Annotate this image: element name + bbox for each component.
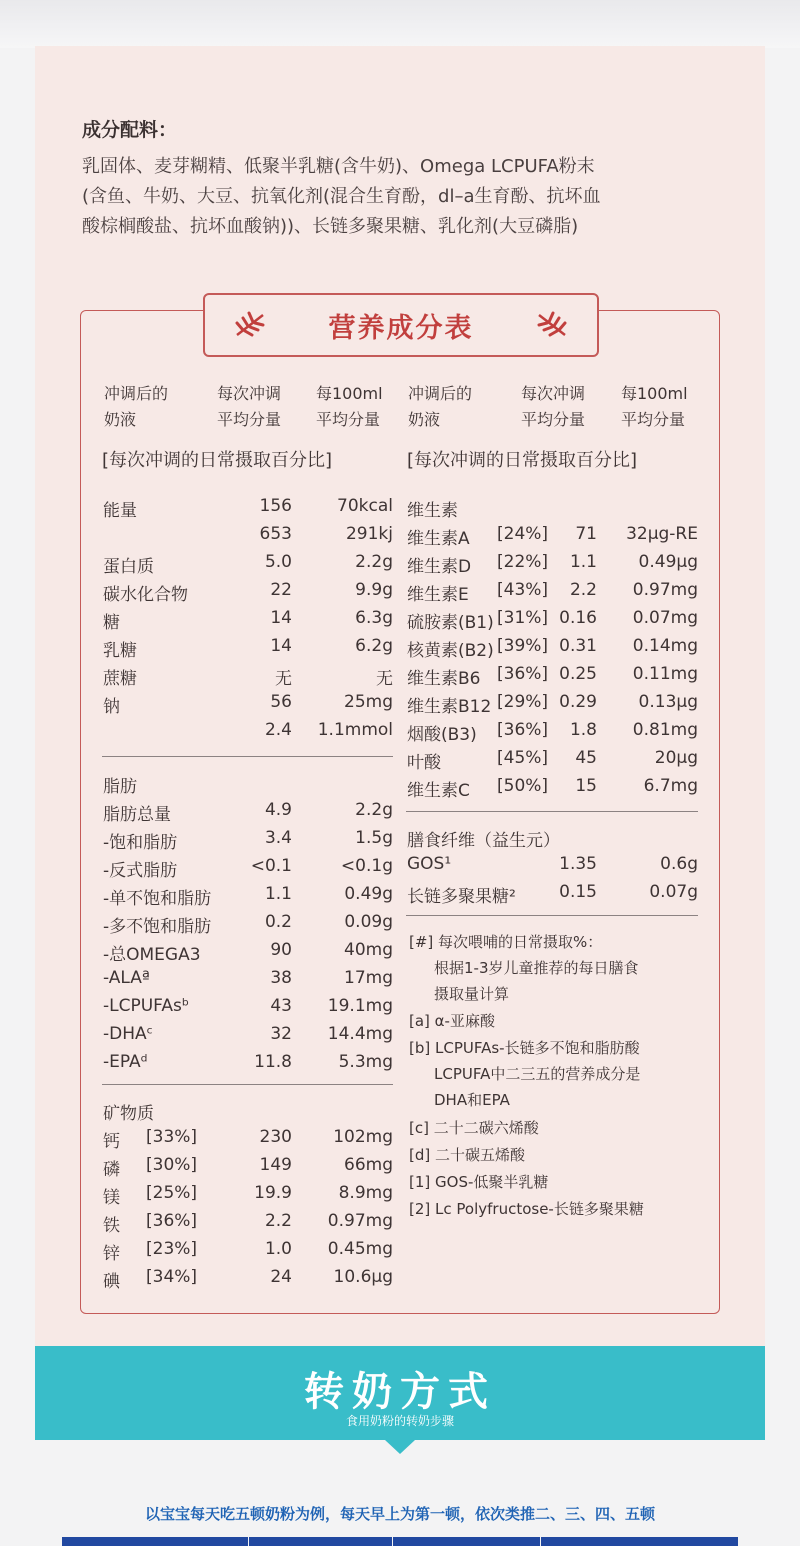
footnote: [c] 二十二碳六烯酸 bbox=[409, 1119, 539, 1137]
wheat-icon bbox=[233, 309, 269, 339]
nutrient-pct: [43%] bbox=[497, 580, 549, 600]
nutrient-name: 维生素C bbox=[407, 781, 470, 801]
nutrient-name: 核黄素(B2) bbox=[407, 641, 494, 661]
nutrient-per-100ml: 66mg bbox=[344, 1155, 393, 1175]
nutrient-name: 铁 bbox=[103, 1216, 120, 1236]
nutrient-per-100ml: 1.5g bbox=[355, 828, 393, 848]
nutrient-name: 乳糖 bbox=[103, 641, 137, 661]
nutrient-per-100ml: 5.3mg bbox=[338, 1052, 393, 1072]
pct-header: [每次冲调的日常摄取百分比] bbox=[407, 450, 638, 471]
nutrient-per-serving: 0.15 bbox=[559, 882, 597, 902]
nutrient-per-serving: 43 bbox=[270, 996, 292, 1016]
nutrient-per-100ml: 无 bbox=[376, 669, 393, 689]
ingredients-title: 成分配料： bbox=[82, 119, 178, 141]
nutrient-per-100ml: 9.9g bbox=[355, 580, 393, 600]
divider bbox=[406, 811, 698, 812]
nutrient-per-serving: 无 bbox=[275, 669, 292, 689]
col-header: 奶液 bbox=[104, 410, 137, 429]
footnote: [#] 每次喂哺的日常摄取%： bbox=[409, 933, 603, 951]
nutrient-per-100ml: 291kj bbox=[345, 524, 393, 544]
nutrient-per-serving: 2.2 bbox=[569, 580, 597, 600]
nutrition-title: 营养成分表 bbox=[328, 312, 474, 344]
nutrient-per-serving: 653 bbox=[259, 524, 292, 544]
footnote: 摄取量计算 bbox=[434, 985, 510, 1003]
nutrient-name: 锌 bbox=[103, 1244, 120, 1264]
nutrient-per-serving: 4.9 bbox=[264, 800, 292, 820]
nutrient-name: 烟酸(B3) bbox=[407, 725, 477, 745]
footnote: [a] α-亚麻酸 bbox=[409, 1012, 495, 1030]
nutrient-name: 维生素B12 bbox=[407, 697, 492, 717]
footnote: DHA和EPA bbox=[434, 1091, 510, 1109]
nutrient-name: -饱和脂肪 bbox=[103, 833, 178, 853]
feeding-banner bbox=[35, 1346, 765, 1440]
ingredients-line: 酸棕榈酸盐、抗坏血酸钠))、长链多聚果糖、乳化剂(大豆磷脂) bbox=[82, 216, 579, 237]
col-header: 平均分量 bbox=[217, 410, 282, 429]
section-title: 维生素 bbox=[407, 501, 458, 521]
nutrient-pct: [22%] bbox=[497, 552, 549, 572]
nutrient-name: -总OMEGA3 bbox=[103, 945, 201, 965]
nutrient-per-100ml: 0.09g bbox=[344, 912, 393, 932]
nutrient-per-100ml: 0.07g bbox=[649, 882, 698, 902]
nutrient-name: 叶酸 bbox=[407, 753, 441, 773]
nutrient-per-serving: 1.1 bbox=[264, 884, 292, 904]
nutrient-per-100ml: 25mg bbox=[344, 692, 393, 712]
nutrient-per-serving: 45 bbox=[575, 748, 597, 768]
nutrient-per-serving: 0.25 bbox=[559, 664, 597, 684]
col-header: 平均分量 bbox=[621, 410, 686, 429]
col-header: 每100ml bbox=[621, 384, 688, 403]
ingredients-line: (含鱼、牛奶、大豆、抗氧化剂(混合生育酚，dl–a生育酚、抗坏血 bbox=[82, 186, 601, 207]
nutrient-per-100ml: <0.1g bbox=[340, 856, 393, 876]
divider bbox=[102, 756, 393, 757]
nutrient-name: 镁 bbox=[103, 1188, 120, 1208]
nutrient-name: 硫胺素(B1) bbox=[407, 613, 494, 633]
nutrient-pct: [23%] bbox=[146, 1239, 198, 1259]
col-header: 奶液 bbox=[408, 410, 441, 429]
nutrient-per-serving: 24 bbox=[270, 1267, 292, 1287]
col-header: 冲调后的 bbox=[104, 384, 169, 403]
nutrient-per-100ml: 6.2g bbox=[355, 636, 393, 656]
nutrient-name: 维生素E bbox=[407, 585, 469, 605]
nutrient-per-serving: 14 bbox=[270, 608, 292, 628]
nutrient-pct: [36%] bbox=[146, 1211, 198, 1231]
nutrient-name: 钙 bbox=[103, 1132, 120, 1152]
nutrient-pct: [24%] bbox=[497, 524, 549, 544]
nutrient-per-100ml: 14.4mg bbox=[327, 1024, 393, 1044]
nutrient-name: 蛋白质 bbox=[103, 557, 154, 577]
nutrient-per-100ml: 0.81mg bbox=[632, 720, 698, 740]
nutrient-per-serving: 90 bbox=[270, 940, 292, 960]
nutrient-per-serving: 230 bbox=[259, 1127, 292, 1147]
nutrient-name: 维生素A bbox=[407, 529, 470, 549]
nutrient-per-100ml: 10.6μg bbox=[333, 1267, 393, 1287]
col-header: 平均分量 bbox=[521, 410, 586, 429]
nutrient-name: 碳水化合物 bbox=[103, 585, 188, 605]
nutrient-name: -多不饱和脂肪 bbox=[103, 917, 212, 937]
nutrient-per-100ml: 17mg bbox=[344, 968, 393, 988]
nutrient-per-100ml: 32μg-RE bbox=[626, 524, 698, 544]
nutrient-per-100ml: 0.07mg bbox=[632, 608, 698, 628]
nutrient-per-serving: 0.31 bbox=[559, 636, 597, 656]
nutrient-name: GOS¹ bbox=[407, 854, 452, 874]
nutrient-per-100ml: 1.1mmol bbox=[317, 720, 393, 740]
nutrient-per-100ml: 0.97mg bbox=[632, 580, 698, 600]
section-title: 膳食纤维（益生元） bbox=[407, 831, 560, 851]
nutrient-per-serving: <0.1 bbox=[250, 856, 292, 876]
nutrient-per-100ml: 0.14mg bbox=[632, 636, 698, 656]
nutrient-per-100ml: 19.1mg bbox=[327, 996, 393, 1016]
divider bbox=[102, 1084, 393, 1085]
table-header-bar bbox=[62, 1537, 738, 1546]
footnote: 根据1-3岁儿童推荐的每日膳食 bbox=[434, 959, 639, 977]
nutrient-name: 维生素D bbox=[407, 557, 472, 577]
banner-pointer bbox=[385, 1440, 415, 1454]
nutrient-pct: [39%] bbox=[497, 636, 549, 656]
nutrient-per-100ml: 2.2g bbox=[355, 800, 393, 820]
nutrient-per-100ml: 0.13μg bbox=[638, 692, 698, 712]
nutrient-per-serving: 19.9 bbox=[254, 1183, 292, 1203]
nutrient-name: 能量 bbox=[103, 501, 137, 521]
nutrient-name: -DHAᶜ bbox=[103, 1024, 153, 1044]
nutrient-per-100ml: 102mg bbox=[333, 1127, 393, 1147]
nutrient-per-100ml: 70kcal bbox=[337, 496, 393, 516]
wheat-icon bbox=[533, 309, 569, 339]
nutrient-name: -反式脂肪 bbox=[103, 861, 178, 881]
nutrient-name: 蔗糖 bbox=[103, 669, 137, 689]
nutrient-per-100ml: 6.3g bbox=[355, 608, 393, 628]
nutrient-per-100ml: 2.2g bbox=[355, 552, 393, 572]
nutrient-per-100ml: 40mg bbox=[344, 940, 393, 960]
nutrient-per-serving: 1.1 bbox=[569, 552, 597, 572]
instruction-text: 以宝宝每天吃五顿奶粉为例，每天早上为第一顿，依次类推二、三、四、五顿 bbox=[144, 1505, 655, 1523]
nutrient-name: -单不饱和脂肪 bbox=[103, 889, 212, 909]
section-title: 矿物质 bbox=[103, 1104, 154, 1124]
nutrient-per-100ml: 0.6g bbox=[660, 854, 698, 874]
pct-header: [每次冲调的日常摄取百分比] bbox=[102, 450, 333, 471]
nutrient-per-serving: 32 bbox=[270, 1024, 292, 1044]
nutrient-per-serving: 2.2 bbox=[264, 1211, 292, 1231]
nutrient-per-serving: 71 bbox=[575, 524, 597, 544]
footnote: [1] GOS-低聚半乳糖 bbox=[409, 1173, 549, 1191]
nutrient-per-100ml: 6.7mg bbox=[643, 776, 698, 796]
nutrient-per-serving: 156 bbox=[259, 496, 292, 516]
bar-divider bbox=[540, 1537, 541, 1546]
col-header: 每100ml bbox=[316, 384, 383, 403]
nutrient-name: -LCPUFAsᵇ bbox=[103, 996, 190, 1016]
nutrient-per-serving: 149 bbox=[259, 1155, 292, 1175]
nutrient-per-100ml: 0.49g bbox=[344, 884, 393, 904]
nutrient-name: 脂肪总量 bbox=[103, 805, 171, 825]
footnote: [2] Lc Polyfructose-长链多聚果糖 bbox=[409, 1200, 644, 1218]
ingredients-text bbox=[82, 152, 732, 242]
nutrient-per-serving: 15 bbox=[575, 776, 597, 796]
col-header: 冲调后的 bbox=[408, 384, 473, 403]
col-header: 每次冲调 bbox=[217, 384, 282, 403]
section-title: 脂肪 bbox=[103, 777, 137, 797]
nutrient-per-100ml: 20μg bbox=[654, 748, 698, 768]
nutrient-per-serving: 1.35 bbox=[559, 854, 597, 874]
nutrient-per-serving: 5.0 bbox=[264, 552, 292, 572]
nutrient-pct: [29%] bbox=[497, 692, 549, 712]
nutrient-name: -ALAª bbox=[103, 968, 150, 988]
nutrient-name: 钠 bbox=[103, 697, 120, 717]
nutrient-per-serving: 14 bbox=[270, 636, 292, 656]
nutrient-name: 维生素B6 bbox=[407, 669, 481, 689]
banner-title: 转奶方式 bbox=[304, 1369, 496, 1415]
nutrient-per-serving: 1.8 bbox=[569, 720, 597, 740]
nutrient-name: 碘 bbox=[103, 1272, 120, 1292]
nutrient-per-100ml: 0.49μg bbox=[638, 552, 698, 572]
nutrient-per-serving: 1.0 bbox=[264, 1239, 292, 1259]
nutrient-pct: [33%] bbox=[146, 1127, 198, 1147]
nutrient-per-serving: 0.16 bbox=[559, 608, 597, 628]
nutrient-per-serving: 11.8 bbox=[254, 1052, 292, 1072]
footnote: LCPUFA中二三五的营养成分是 bbox=[434, 1065, 641, 1083]
nutrient-pct: [36%] bbox=[497, 720, 549, 740]
nutrient-pct: [50%] bbox=[497, 776, 549, 796]
nutrient-per-100ml: 8.9mg bbox=[338, 1183, 393, 1203]
nutrient-name: 长链多聚果糖² bbox=[407, 887, 516, 907]
nutrient-pct: [34%] bbox=[146, 1267, 198, 1287]
nutrient-per-serving: 0.2 bbox=[264, 912, 292, 932]
nutrient-name: 磷 bbox=[103, 1160, 120, 1180]
nutrient-per-100ml: 0.11mg bbox=[632, 664, 698, 684]
nutrient-per-serving: 3.4 bbox=[264, 828, 292, 848]
col-header: 每次冲调 bbox=[521, 384, 586, 403]
nutrient-pct: [25%] bbox=[146, 1183, 198, 1203]
nutrient-pct: [45%] bbox=[497, 748, 549, 768]
nutrient-pct: [31%] bbox=[497, 608, 549, 628]
banner-subtitle: 食用奶粉的转奶步骤 bbox=[345, 1414, 454, 1428]
bar-divider bbox=[248, 1537, 249, 1546]
nutrient-per-100ml: 0.97mg bbox=[327, 1211, 393, 1231]
bar-divider bbox=[392, 1537, 393, 1546]
nutrient-per-serving: 22 bbox=[270, 580, 292, 600]
nutrient-name: 糖 bbox=[103, 613, 120, 633]
footnote: [d] 二十碳五烯酸 bbox=[409, 1146, 525, 1164]
top-background bbox=[0, 0, 800, 48]
nutrient-pct: [36%] bbox=[497, 664, 549, 684]
nutrient-name: -EPAᵈ bbox=[103, 1052, 148, 1072]
nutrient-per-serving: 56 bbox=[270, 692, 292, 712]
ingredients-line: 乳固体、麦芽糊精、低聚半乳糖(含牛奶)、Omega LCPUFA粉末 bbox=[82, 156, 595, 177]
nutrition-title-box bbox=[203, 293, 599, 357]
nutrient-pct: [30%] bbox=[146, 1155, 198, 1175]
nutrient-per-serving: 0.29 bbox=[559, 692, 597, 712]
nutrient-per-100ml: 0.45mg bbox=[327, 1239, 393, 1259]
footnote: [b] LCPUFAs-长链多不饱和脂肪酸 bbox=[409, 1039, 640, 1057]
divider bbox=[406, 915, 698, 916]
col-header: 平均分量 bbox=[316, 410, 381, 429]
nutrient-per-serving: 38 bbox=[270, 968, 292, 988]
nutrient-per-serving: 2.4 bbox=[264, 720, 292, 740]
